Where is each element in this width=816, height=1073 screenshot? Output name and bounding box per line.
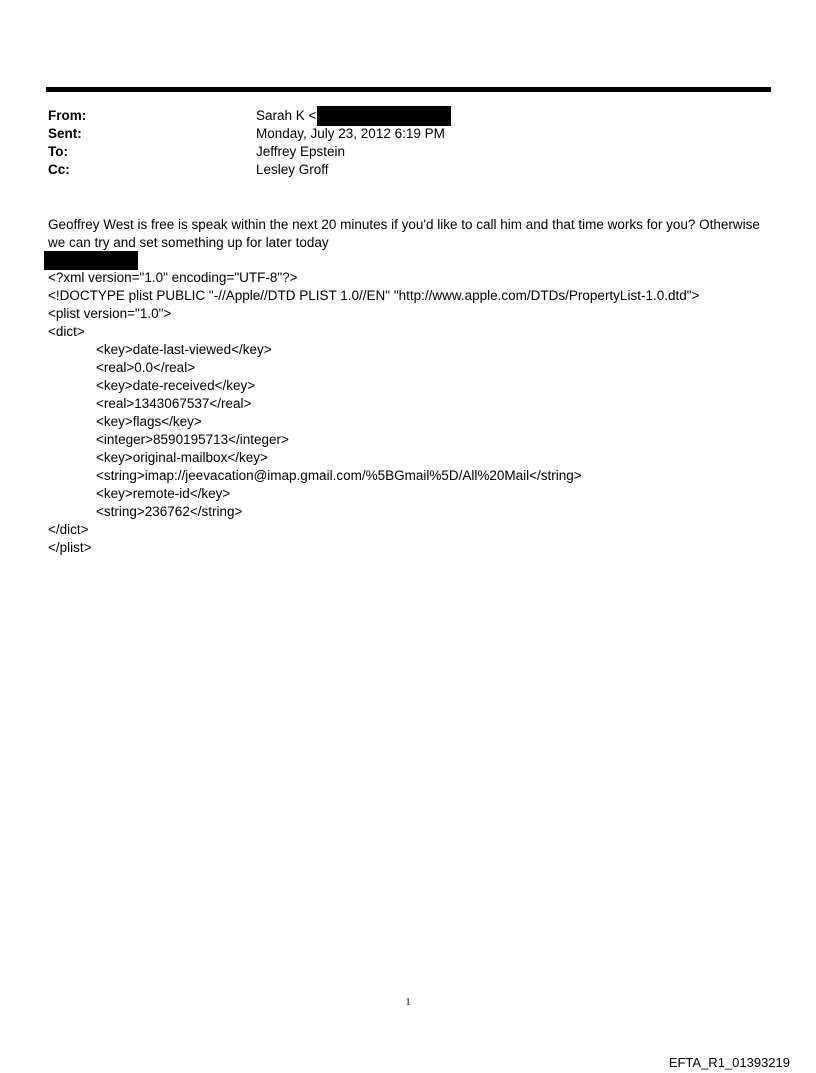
sender-name: Sarah K < (256, 108, 317, 123)
cc-row (48, 161, 768, 179)
email-header (48, 107, 768, 179)
xml-line: <dict> (48, 324, 85, 339)
sent-value: Monday, July 23, 2012 6:19 PM (256, 126, 445, 141)
xml-line: </dict> (48, 522, 89, 537)
xml-line: <key>remote-id</key> (96, 486, 231, 501)
xml-line: <key>flags</key> (96, 414, 202, 429)
to-label: To: (48, 144, 68, 159)
to-row (48, 143, 768, 161)
plist-metadata (48, 269, 772, 557)
redaction-bar (317, 106, 451, 126)
xml-line: <string>imap://jeevacation@imap.gmail.com/%5BGmail%5D/All%20Mail</string> (96, 468, 582, 483)
from-row (48, 107, 768, 125)
cc-label: Cc: (48, 162, 70, 177)
sent-label: Sent: (48, 126, 82, 141)
xml-line: <key>date-last-viewed</key> (96, 342, 272, 357)
xml-line: <key>original-mailbox</key> (96, 450, 268, 465)
from-label: From: (48, 108, 87, 123)
xml-line: <integer>8590195713</integer> (96, 432, 289, 447)
xml-line: <!DOCTYPE plist PUBLIC "-//Apple//DTD PLIST 1.0//EN" "http://www.apple.com/DTDs/PropertyList-1.0.dtd"> (48, 288, 700, 303)
document-id: EFTA_R1_01393219 (668, 1055, 790, 1070)
header-divider (46, 87, 771, 92)
xml-line: <plist version="1.0"> (48, 306, 172, 321)
xml-line: <string>236762</string> (96, 504, 243, 519)
xml-line: <key>date-received</key> (96, 378, 256, 393)
xml-line: <real>0.0</real> (96, 360, 196, 375)
sent-row (48, 125, 768, 143)
to-value: Jeffrey Epstein (256, 144, 346, 159)
xml-line: </plist> (48, 540, 92, 555)
cc-value: Lesley Groff (256, 162, 329, 177)
message-body: Geoffrey West is free is speak within the next 20 minutes if you'd like to call him and that time works for you? Otherwise we can try and set something up for later today (48, 217, 760, 250)
xml-line: <real>1343067537</real> (96, 396, 252, 411)
from-value (256, 106, 451, 126)
page-number: 1 (405, 996, 411, 1008)
xml-line: <?xml version="1.0" encoding="UTF-8"?> (48, 270, 298, 285)
redaction-bar (44, 251, 138, 270)
